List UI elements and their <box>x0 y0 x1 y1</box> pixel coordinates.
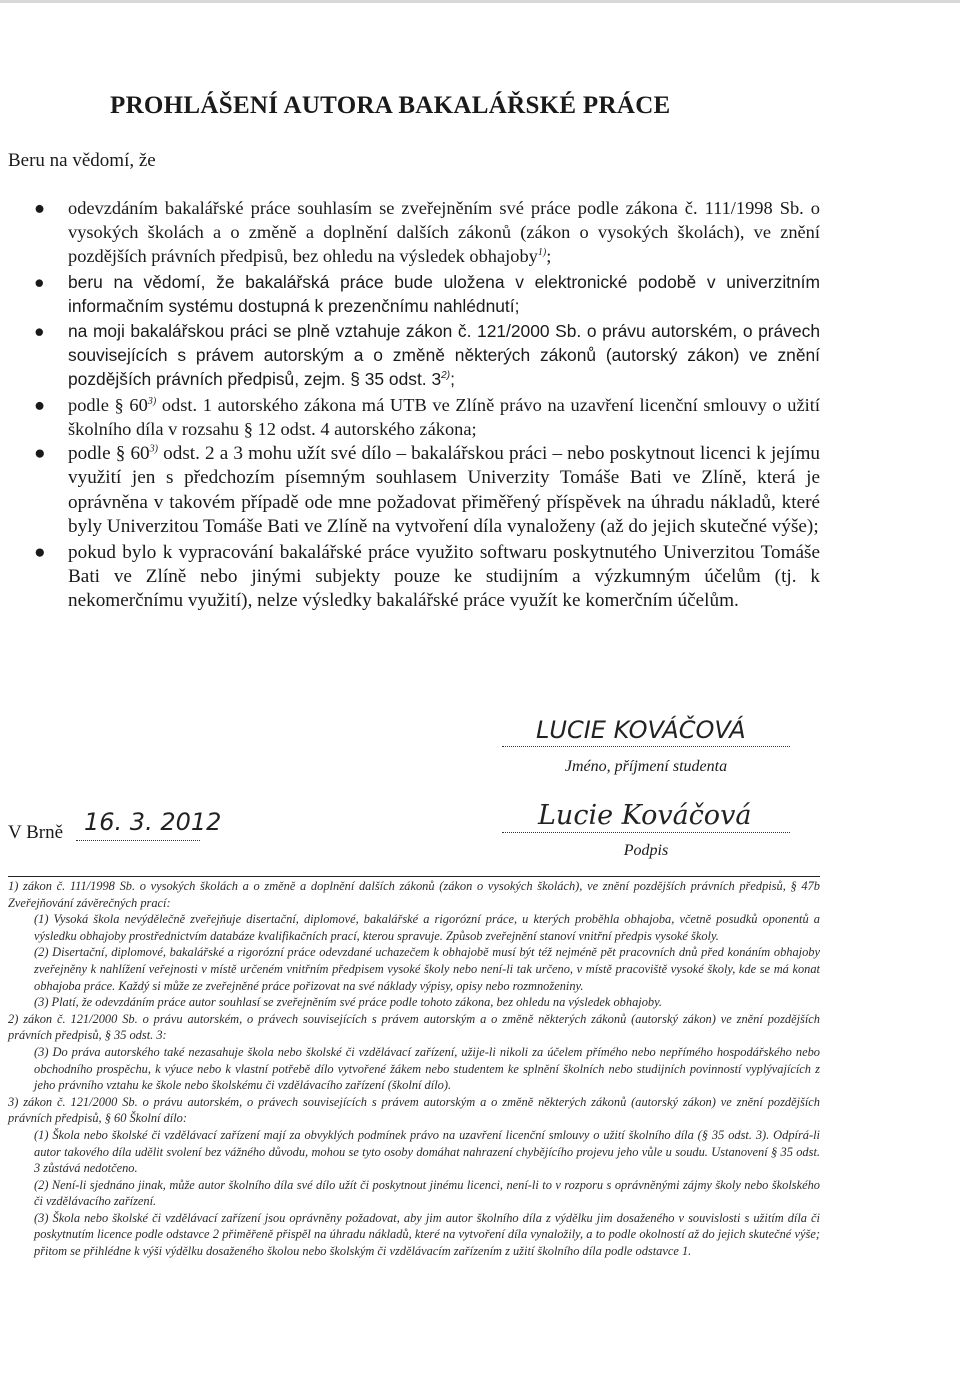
list-item: ● podle § 60$^{3)}$ odst. 1 autorského zákona má UTB ve Zlíně právo na uzavření licenční smlouvy o užití školního díla v rozsahu § 12 odst. 4 autorského zákona; <box>34 394 820 439</box>
bullet-icon: ● <box>34 541 46 563</box>
date-dotted-line <box>76 840 200 841</box>
footnote-separator <box>8 876 820 877</box>
footnote: 2) zákon č. 121/2000 Sb. o právu autorském, o právech souvisejících s právem autorským a o změně některých zákonů (autorský zákon) ve znění pozdějších právních předpisů, § 35 odst. 3: <box>8 1011 820 1043</box>
bullet-icon: ● <box>34 394 46 415</box>
list-item: ● beru na vědomí, že bakalářská práce bude uložena v elektronické podobě v univerzitním informačním systému dostupná k prezenčnímu nahlédnutí; <box>34 271 820 316</box>
handwritten-name: LUCIE KOVÁČOVÁ <box>536 716 746 744</box>
list-item: ● na moji bakalářskou práci se plně vztahuje zákon č. 121/2000 Sb. o právu autorském, o právech souvisejících s právem autorským a o změně některých zákonů (autorský zákon) ve znění pozdějších právních předpisů, zejm. § 35 odst. 3$^{2)}$; <box>34 321 820 390</box>
name-label: Jméno, příjmení studenta <box>564 758 728 775</box>
footnote-paragraph: (2) Není-li sjednáno jinak, může autor školního díla své dílo užít či poskytnout jinému licenci, není-li to v rozporu s oprávněnými zájmy školy nebo školského či vzdělávacího zařízení. <box>34 1177 820 1209</box>
footnote-ref: 2) <box>441 370 451 382</box>
handwritten-date: 16. 3. 2012 <box>84 808 222 836</box>
footnote-paragraph: (2) Disertační, diplomové, bakalářské a rigorózní práce odevzdané uchazečem k obhajobě musí být též nejméně pět pracovních dnů před konáním obhajoby zveřejněny k nahlížení veřejnosti v místě určeném vnitřním předpisem vysoké školy nebo není-li tak určeno, v místě pracoviště vysoké školy, kde se má konat obhajoba práce. Každý si může ze zveřejněné práce pořizovat na své náklady výpisy, opisy nebo rozmnoženiny. <box>34 945 820 993</box>
page-title: PROHLÁŠENÍ AUTORA BAKALÁŘSKÉ PRÁCE <box>110 92 671 119</box>
intro-text: Beru na vědomí, že <box>8 150 156 171</box>
list-item: ● odevzdáním bakalářské práce souhlasím se zveřejněním své práce podle zákona č. 111/1998 Sb. o vysokých školách a o změně a doplnění dalších zákonů (zákon o vysokých školách), ve znění pozdějších právních předpisů, bez ohledu na výsledek obhajoby$^{1)}$; <box>34 198 820 267</box>
list-item: ● podle § 60$^{3)}$ odst. 2 a 3 mohu užít své dílo – bakalářskou práci – nebo poskytnout licenci k jejímu využití jen s předchozím písemným souhlasem Univerzity Tomáše Bati ve Zlíně, která je oprávněna v takovém případě ode mne požadovat přiměřený příspěvek na úhradu nákladů, které byly Univerzitou Tomáše Bati ve Zlíně na vytvoření díla vynaloženy (až do jejich skutečné výše); <box>34 443 820 538</box>
place-label: V Brně <box>8 822 64 843</box>
clause-list <box>20 196 820 614</box>
bullet-icon: ● <box>34 321 45 342</box>
footnote-paragraph: (3) Platí, že odevzdáním práce autor souhlasí se zveřejněním své práce podle tohoto zákona, bez ohledu na výsledek obhajoby. <box>34 995 663 1010</box>
bullet-icon: ● <box>34 271 45 292</box>
bullet-icon: ● <box>34 198 46 218</box>
footnote: 1) zákon č. 111/1998 Sb. o vysokých školách a o změně a doplnění dalších zákonů (zákon o vysokých školách), ve znění pozdějších právních předpisů, § 47b Zveřejňování závěrečných prací: <box>8 879 820 910</box>
footnote-ref: 1) <box>537 247 547 259</box>
footnote-paragraph: (3) Do práva autorského také nezasahuje škola nebo školské či vzdělávací zařízení, užije-li nikoli za účelem přímého nebo nepřímého hospodářského nebo obchodního prospěchu, k výuce nebo k vlastní potřebě dílo vytvořené žákem nebo studentem ke splnění školních nebo studijních povinností vyplývajících z jeho právního vztahu ke škole nebo školskému či vzdělávacího zařízení (školní dílo). <box>34 1044 820 1093</box>
footnote: 3) zákon č. 121/2000 Sb. o právu autorském, o právech souvisejících s právem autorským a o změně některých zákonů (autorský zákon) ve znění pozdějších právních předpisů, § 60 Školní dílo: <box>8 1094 820 1126</box>
footnote-paragraph: (1) Škola nebo školské či vzdělávací zařízení mají za obvyklých podmínek právo na uzavření licenční smlouvy o užití školního díla (§ 35 odst. 3). Odpírá-li autor takového díla udělit svolení bez vážného důvodu, mohou se tyto osoby domáhat nahrazení chybějícího projevu jeho vůle u soudu. Ustanovení § 35 odst. 3 zůstává nedotčeno. <box>34 1127 820 1176</box>
signature-dotted-line <box>502 832 790 833</box>
name-dotted-line <box>502 746 790 747</box>
list-item: ● pokud bylo k vypracování bakalářské práce využito softwaru poskytnutého Univerzitou Tomáše Bati ve Zlíně nebo jinými subjekty pouze ke studijním a výzkumným účelům (tj. k nekomerčnímu využití), nelze výsledky bakalářské práce využít ke komerčním účelům. <box>34 541 820 612</box>
footnote-ref: 3) <box>147 395 157 407</box>
footnote-paragraph: (1) Vysoká škola nevýdělečně zveřejňuje disertační, diplomové, bakalářské a rigorózní práce, u kterých proběhla obhajoba, včetně posudků oponentů a výsledku obhajoby prostřednictvím databáze kvalifikačních prací, kterou spravuje. Způsob zveřejnění stanoví vnitřní předpis vysoké školy. <box>34 912 820 943</box>
handwritten-signature: Lucie Kováčová <box>538 800 752 831</box>
footnote-paragraph: (3) Škola nebo školské či vzdělávací zařízení jsou oprávněny požadovat, aby jim autor školního díla z výdělku jim dosaženého v souvislosti s užitím díla či poskytnutím licence podle odstavce 2 přiměřeně přispěl na úhradu nákladů, které na vytvoření díla vynaložily, a to podle okolností až do jejich skutečné výše; přitom se přihlédne k výši výdělku dosaženého školou nebo školským či vzdělávacím zařízením z užití školního díla podle odstavce 1. <box>34 1210 820 1259</box>
bullet-icon: ● <box>34 443 46 465</box>
signature-label: Podpis <box>623 842 669 859</box>
footnotes <box>8 878 820 1260</box>
footnote-ref: 3) <box>149 443 158 455</box>
scan-edge-line <box>0 0 960 3</box>
